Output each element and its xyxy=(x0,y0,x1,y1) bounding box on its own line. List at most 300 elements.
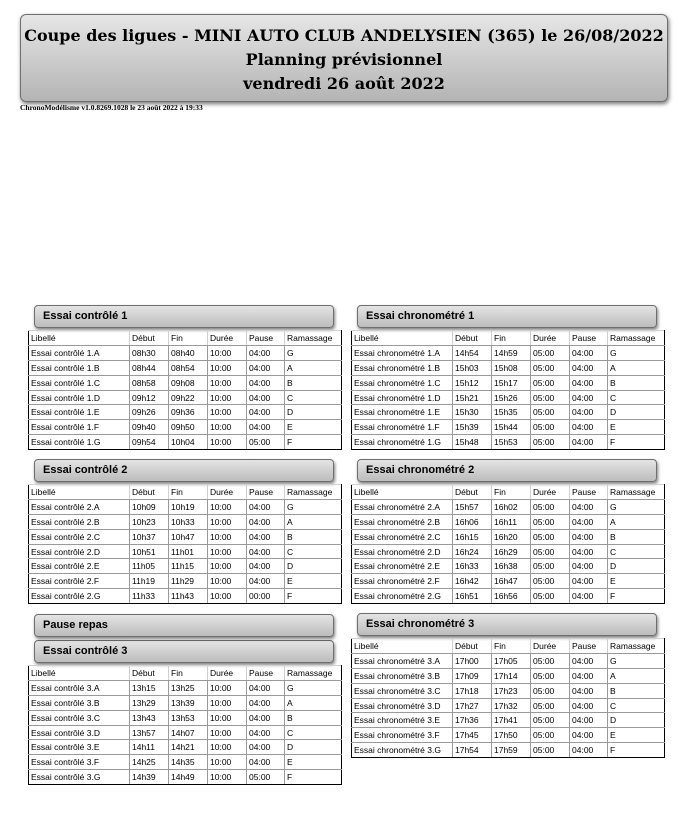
table-cell: 04:00 xyxy=(570,668,608,683)
table-row xyxy=(29,725,342,740)
table-row xyxy=(29,360,342,375)
table-cell: 17h59 xyxy=(492,743,531,758)
table-row xyxy=(352,683,665,698)
table-cell: D xyxy=(608,405,665,420)
column-header: Pause xyxy=(570,331,608,346)
column-header: Libellé xyxy=(352,485,453,500)
session-title: Essai contrôlé 1 xyxy=(34,305,334,328)
column-header: Libellé xyxy=(29,666,130,681)
table-cell: 11h29 xyxy=(169,574,208,589)
table-cell: Essai contrôlé 2.A xyxy=(29,499,130,514)
event-date: vendredi 26 août 2022 xyxy=(243,74,445,93)
table-cell: F xyxy=(285,435,342,450)
table-row xyxy=(352,435,665,450)
table-cell: 10:00 xyxy=(208,514,247,529)
table-cell: 09h12 xyxy=(130,390,169,405)
table-cell: Essai chronométré 3.E xyxy=(352,713,453,728)
table-cell: 17h36 xyxy=(453,713,492,728)
table-cell: 10:00 xyxy=(208,740,247,755)
table-cell: 16h56 xyxy=(492,589,531,604)
table-cell: 15h35 xyxy=(492,405,531,420)
table-cell: Essai contrôlé 3.C xyxy=(29,710,130,725)
table-row xyxy=(29,574,342,589)
table-cell: 15h08 xyxy=(492,360,531,375)
table-cell: 04:00 xyxy=(570,405,608,420)
table-cell: A xyxy=(608,514,665,529)
column-header: Fin xyxy=(169,666,208,681)
table-row xyxy=(352,713,665,728)
column-header: Libellé xyxy=(352,639,453,654)
table-cell: 10:00 xyxy=(208,680,247,695)
table-header-row xyxy=(29,485,342,500)
table-cell: 04:00 xyxy=(570,683,608,698)
column-header: Durée xyxy=(531,639,570,654)
table-cell: 05:00 xyxy=(531,698,570,713)
column-header: Durée xyxy=(208,485,247,500)
column-header: Fin xyxy=(169,331,208,346)
table-cell: 14h07 xyxy=(169,725,208,740)
table-row xyxy=(29,559,342,574)
table-cell: A xyxy=(285,360,342,375)
table-cell: D xyxy=(608,559,665,574)
table-cell: 10:00 xyxy=(208,725,247,740)
table-cell: 04:00 xyxy=(247,514,285,529)
table-cell: 10:00 xyxy=(208,589,247,604)
table-cell: 05:00 xyxy=(531,728,570,743)
table-cell: 09h50 xyxy=(169,420,208,435)
table-cell: F xyxy=(285,589,342,604)
table-cell: A xyxy=(285,695,342,710)
table-row xyxy=(29,375,342,390)
column-header: Libellé xyxy=(29,331,130,346)
table-cell: 11h33 xyxy=(130,589,169,604)
session-title: Essai chronométré 2 xyxy=(357,459,657,482)
table-cell: Essai chronométré 2.A xyxy=(352,499,453,514)
table-cell: 10:00 xyxy=(208,420,247,435)
column-header: Ramassage xyxy=(285,485,342,500)
table-cell: 05:00 xyxy=(531,390,570,405)
column-header: Durée xyxy=(208,331,247,346)
table-cell: 04:00 xyxy=(247,499,285,514)
table-cell: 04:00 xyxy=(247,375,285,390)
column-header: Ramassage xyxy=(285,331,342,346)
table-cell: Essai chronométré 3.F xyxy=(352,728,453,743)
table-cell: 04:00 xyxy=(247,559,285,574)
table-cell: Essai contrôlé 2.D xyxy=(29,544,130,559)
session-table xyxy=(28,484,342,604)
table-cell: Essai contrôlé 3.A xyxy=(29,680,130,695)
table-cell: 04:00 xyxy=(570,420,608,435)
table-cell: 05:00 xyxy=(531,420,570,435)
table-cell: E xyxy=(285,420,342,435)
table-cell: Essai contrôlé 1.B xyxy=(29,360,130,375)
table-cell: 15h44 xyxy=(492,420,531,435)
table-row xyxy=(352,360,665,375)
table-row xyxy=(29,499,342,514)
lunch-break-title: Pause repas xyxy=(34,614,334,637)
table-cell: C xyxy=(608,698,665,713)
table-cell: E xyxy=(285,574,342,589)
table-cell: 17h14 xyxy=(492,668,531,683)
table-row xyxy=(352,514,665,529)
table-cell: Essai chronométré 2.G xyxy=(352,589,453,604)
table-cell: Essai contrôlé 2.F xyxy=(29,574,130,589)
table-cell: G xyxy=(608,345,665,360)
table-cell: Essai contrôlé 2.C xyxy=(29,529,130,544)
table-cell: G xyxy=(608,653,665,668)
table-cell: 04:00 xyxy=(570,435,608,450)
table-row xyxy=(352,544,665,559)
table-cell: 04:00 xyxy=(570,544,608,559)
table-cell: Essai contrôlé 1.C xyxy=(29,375,130,390)
session-table xyxy=(28,665,342,785)
table-row xyxy=(352,589,665,604)
table-cell: 05:00 xyxy=(531,435,570,450)
table-row xyxy=(29,755,342,770)
table-cell: 10:00 xyxy=(208,405,247,420)
table-cell: 16h42 xyxy=(453,574,492,589)
session-block xyxy=(28,640,343,785)
table-cell: 13h53 xyxy=(169,710,208,725)
table-cell: 04:00 xyxy=(570,653,608,668)
table-cell: B xyxy=(608,529,665,544)
table-cell: 04:00 xyxy=(247,360,285,375)
column-header: Début xyxy=(453,639,492,654)
table-cell: 04:00 xyxy=(570,559,608,574)
table-cell: 14h54 xyxy=(453,345,492,360)
session-table xyxy=(28,330,342,450)
column-header: Pause xyxy=(570,639,608,654)
table-cell: 10h33 xyxy=(169,514,208,529)
table-cell: 10:00 xyxy=(208,375,247,390)
table-cell: 05:00 xyxy=(531,589,570,604)
table-cell: 04:00 xyxy=(570,728,608,743)
table-cell: 04:00 xyxy=(247,725,285,740)
table-cell: D xyxy=(285,405,342,420)
table-cell: 13h43 xyxy=(130,710,169,725)
table-cell: 04:00 xyxy=(247,695,285,710)
table-cell: Essai contrôlé 3.G xyxy=(29,770,130,785)
table-cell: 05:00 xyxy=(531,405,570,420)
table-row xyxy=(352,653,665,668)
table-cell: 05:00 xyxy=(531,375,570,390)
table-cell: Essai chronométré 2.D xyxy=(352,544,453,559)
table-cell: 16h02 xyxy=(492,499,531,514)
table-row xyxy=(29,589,342,604)
table-row xyxy=(352,405,665,420)
table-cell: Essai contrôlé 2.B xyxy=(29,514,130,529)
table-cell: 11h15 xyxy=(169,559,208,574)
table-row xyxy=(352,499,665,514)
session-block xyxy=(351,305,666,450)
table-cell: 16h38 xyxy=(492,559,531,574)
column-header: Ramassage xyxy=(608,485,665,500)
table-row xyxy=(29,514,342,529)
table-cell: 04:00 xyxy=(247,755,285,770)
table-cell: 15h30 xyxy=(453,405,492,420)
table-cell: 05:00 xyxy=(531,743,570,758)
table-cell: 04:00 xyxy=(247,529,285,544)
table-cell: Essai chronométré 1.E xyxy=(352,405,453,420)
table-cell: 15h03 xyxy=(453,360,492,375)
event-title: Coupe des ligues - MINI AUTO CLUB ANDELYSIEN (365) le 26/08/2022 xyxy=(24,26,664,45)
table-cell: D xyxy=(285,559,342,574)
table-cell: 10:00 xyxy=(208,390,247,405)
table-cell: A xyxy=(285,514,342,529)
table-cell: 04:00 xyxy=(570,529,608,544)
column-header: Début xyxy=(453,331,492,346)
table-cell: 17h50 xyxy=(492,728,531,743)
column-header: Ramassage xyxy=(608,639,665,654)
table-cell: 16h20 xyxy=(492,529,531,544)
table-row xyxy=(29,345,342,360)
table-cell: Essai chronométré 2.E xyxy=(352,559,453,574)
table-cell: 11h43 xyxy=(169,589,208,604)
table-cell: Essai contrôlé 2.E xyxy=(29,559,130,574)
table-cell: Essai chronométré 3.G xyxy=(352,743,453,758)
table-cell: 05:00 xyxy=(531,544,570,559)
table-cell: E xyxy=(285,755,342,770)
table-header-row xyxy=(29,666,342,681)
table-cell: Essai contrôlé 3.D xyxy=(29,725,130,740)
table-cell: 04:00 xyxy=(570,360,608,375)
table-cell: D xyxy=(608,713,665,728)
planning-subtitle: Planning prévisionnel xyxy=(245,50,443,69)
table-cell: E xyxy=(608,420,665,435)
table-cell: 10h47 xyxy=(169,529,208,544)
table-cell: 10h09 xyxy=(130,499,169,514)
table-cell: Essai contrôlé 1.E xyxy=(29,405,130,420)
table-cell: 10:00 xyxy=(208,499,247,514)
table-cell: Essai contrôlé 2.G xyxy=(29,589,130,604)
table-cell: Essai contrôlé 3.F xyxy=(29,755,130,770)
table-row xyxy=(29,390,342,405)
table-cell: 17h09 xyxy=(453,668,492,683)
table-cell: 05:00 xyxy=(531,345,570,360)
column-header: Pause xyxy=(247,485,285,500)
table-cell: Essai chronométré 3.D xyxy=(352,698,453,713)
table-cell: 10h51 xyxy=(130,544,169,559)
table-cell: 15h21 xyxy=(453,390,492,405)
table-cell: 04:00 xyxy=(247,710,285,725)
table-cell: 04:00 xyxy=(570,345,608,360)
session-table xyxy=(351,330,665,450)
table-row xyxy=(29,420,342,435)
column-header: Fin xyxy=(492,639,531,654)
table-cell: 17h41 xyxy=(492,713,531,728)
table-cell: 08h58 xyxy=(130,375,169,390)
table-cell: 17h32 xyxy=(492,698,531,713)
table-cell: 04:00 xyxy=(570,589,608,604)
table-row xyxy=(29,435,342,450)
table-cell: 09h40 xyxy=(130,420,169,435)
table-row xyxy=(352,375,665,390)
table-cell: Essai chronométré 3.B xyxy=(352,668,453,683)
table-cell: 08h44 xyxy=(130,360,169,375)
session-title: Essai contrôlé 2 xyxy=(34,459,334,482)
table-cell: Essai chronométré 1.G xyxy=(352,435,453,450)
table-cell: 17h45 xyxy=(453,728,492,743)
table-cell: 10:00 xyxy=(208,710,247,725)
table-cell: 04:00 xyxy=(247,740,285,755)
table-cell: Essai chronométré 2.B xyxy=(352,514,453,529)
table-cell: 05:00 xyxy=(531,713,570,728)
table-cell: 17h18 xyxy=(453,683,492,698)
table-cell: 16h06 xyxy=(453,514,492,529)
column-header: Libellé xyxy=(352,331,453,346)
table-cell: 17h27 xyxy=(453,698,492,713)
session-block xyxy=(28,459,343,604)
table-row xyxy=(352,698,665,713)
table-row xyxy=(352,390,665,405)
column-header: Fin xyxy=(169,485,208,500)
table-cell: 14h11 xyxy=(130,740,169,755)
table-cell: 04:00 xyxy=(570,574,608,589)
table-cell: 10:00 xyxy=(208,360,247,375)
column-header: Pause xyxy=(570,485,608,500)
table-cell: 05:00 xyxy=(531,514,570,529)
table-row xyxy=(29,710,342,725)
table-cell: 10:00 xyxy=(208,770,247,785)
table-cell: 10h19 xyxy=(169,499,208,514)
table-cell: 10h23 xyxy=(130,514,169,529)
table-row xyxy=(352,668,665,683)
table-cell: 10h04 xyxy=(169,435,208,450)
table-cell: 05:00 xyxy=(247,770,285,785)
column-header: Pause xyxy=(247,666,285,681)
table-row xyxy=(352,559,665,574)
table-cell: 16h11 xyxy=(492,514,531,529)
table-cell: 15h57 xyxy=(453,499,492,514)
table-cell: G xyxy=(285,680,342,695)
table-cell: 08h30 xyxy=(130,345,169,360)
table-cell: C xyxy=(608,390,665,405)
table-cell: 10:00 xyxy=(208,574,247,589)
table-cell: 14h39 xyxy=(130,770,169,785)
page-header xyxy=(20,14,668,102)
table-cell: B xyxy=(285,710,342,725)
column-header: Durée xyxy=(208,666,247,681)
table-row xyxy=(352,743,665,758)
session-block xyxy=(351,613,666,758)
table-cell: C xyxy=(608,544,665,559)
table-cell: 13h15 xyxy=(130,680,169,695)
lunch-break-block xyxy=(28,614,343,637)
table-cell: 15h39 xyxy=(453,420,492,435)
table-cell: G xyxy=(608,499,665,514)
table-header-row xyxy=(29,331,342,346)
table-row xyxy=(352,574,665,589)
table-cell: 00:00 xyxy=(247,589,285,604)
table-cell: Essai chronométré 1.F xyxy=(352,420,453,435)
table-cell: 15h53 xyxy=(492,435,531,450)
table-header-row xyxy=(352,639,665,654)
table-cell: 11h01 xyxy=(169,544,208,559)
table-cell: G xyxy=(285,499,342,514)
table-cell: 10h37 xyxy=(130,529,169,544)
table-row xyxy=(29,680,342,695)
table-cell: 04:00 xyxy=(247,405,285,420)
table-cell: 10:00 xyxy=(208,529,247,544)
table-cell: 15h17 xyxy=(492,375,531,390)
table-cell: F xyxy=(608,589,665,604)
table-row xyxy=(352,420,665,435)
table-cell: 09h08 xyxy=(169,375,208,390)
table-cell: Essai chronométré 1.B xyxy=(352,360,453,375)
software-version: ChronoModélisme v1.0.8269.1028 le 23 août 2022 à 19:33 xyxy=(20,103,203,112)
table-cell: E xyxy=(608,574,665,589)
table-cell: 04:00 xyxy=(570,514,608,529)
table-cell: C xyxy=(285,544,342,559)
table-cell: G xyxy=(285,345,342,360)
session-table xyxy=(351,638,665,758)
table-cell: 14h35 xyxy=(169,755,208,770)
column-header: Début xyxy=(130,666,169,681)
table-cell: B xyxy=(608,375,665,390)
table-cell: 04:00 xyxy=(570,713,608,728)
table-cell: 08h54 xyxy=(169,360,208,375)
table-cell: A xyxy=(608,668,665,683)
table-cell: D xyxy=(285,740,342,755)
table-cell: 10:00 xyxy=(208,544,247,559)
column-header: Début xyxy=(453,485,492,500)
table-cell: 15h26 xyxy=(492,390,531,405)
table-cell: 10:00 xyxy=(208,695,247,710)
table-cell: 11h05 xyxy=(130,559,169,574)
table-cell: 09h22 xyxy=(169,390,208,405)
table-cell: 13h29 xyxy=(130,695,169,710)
table-cell: 15h12 xyxy=(453,375,492,390)
table-cell: 16h33 xyxy=(453,559,492,574)
table-cell: 16h29 xyxy=(492,544,531,559)
table-cell: C xyxy=(285,390,342,405)
table-cell: 05:00 xyxy=(531,683,570,698)
table-row xyxy=(352,728,665,743)
table-cell: Essai chronométré 2.C xyxy=(352,529,453,544)
table-cell: 15h48 xyxy=(453,435,492,450)
table-row xyxy=(29,770,342,785)
table-cell: 16h51 xyxy=(453,589,492,604)
table-cell: Essai chronométré 3.A xyxy=(352,653,453,668)
table-cell: 10:00 xyxy=(208,435,247,450)
table-cell: Essai chronométré 1.D xyxy=(352,390,453,405)
table-cell: 04:00 xyxy=(247,390,285,405)
table-cell: 04:00 xyxy=(247,574,285,589)
table-cell: B xyxy=(285,529,342,544)
table-cell: E xyxy=(608,728,665,743)
session-title: Essai chronométré 3 xyxy=(357,613,657,636)
table-cell: 13h57 xyxy=(130,725,169,740)
table-cell: 17h05 xyxy=(492,653,531,668)
table-cell: 09h36 xyxy=(169,405,208,420)
table-cell: Essai chronométré 2.F xyxy=(352,574,453,589)
table-cell: Essai contrôlé 3.B xyxy=(29,695,130,710)
table-row xyxy=(352,529,665,544)
table-cell: 05:00 xyxy=(531,574,570,589)
table-cell: 10:00 xyxy=(208,345,247,360)
table-cell: 05:00 xyxy=(531,653,570,668)
table-row xyxy=(29,405,342,420)
table-cell: 08h40 xyxy=(169,345,208,360)
table-cell: 17h23 xyxy=(492,683,531,698)
session-block xyxy=(351,459,666,604)
table-cell: Essai contrôlé 1.A xyxy=(29,345,130,360)
table-header-row xyxy=(352,331,665,346)
table-cell: F xyxy=(608,435,665,450)
table-cell: 05:00 xyxy=(531,559,570,574)
table-cell: 17h00 xyxy=(453,653,492,668)
column-header: Ramassage xyxy=(285,666,342,681)
